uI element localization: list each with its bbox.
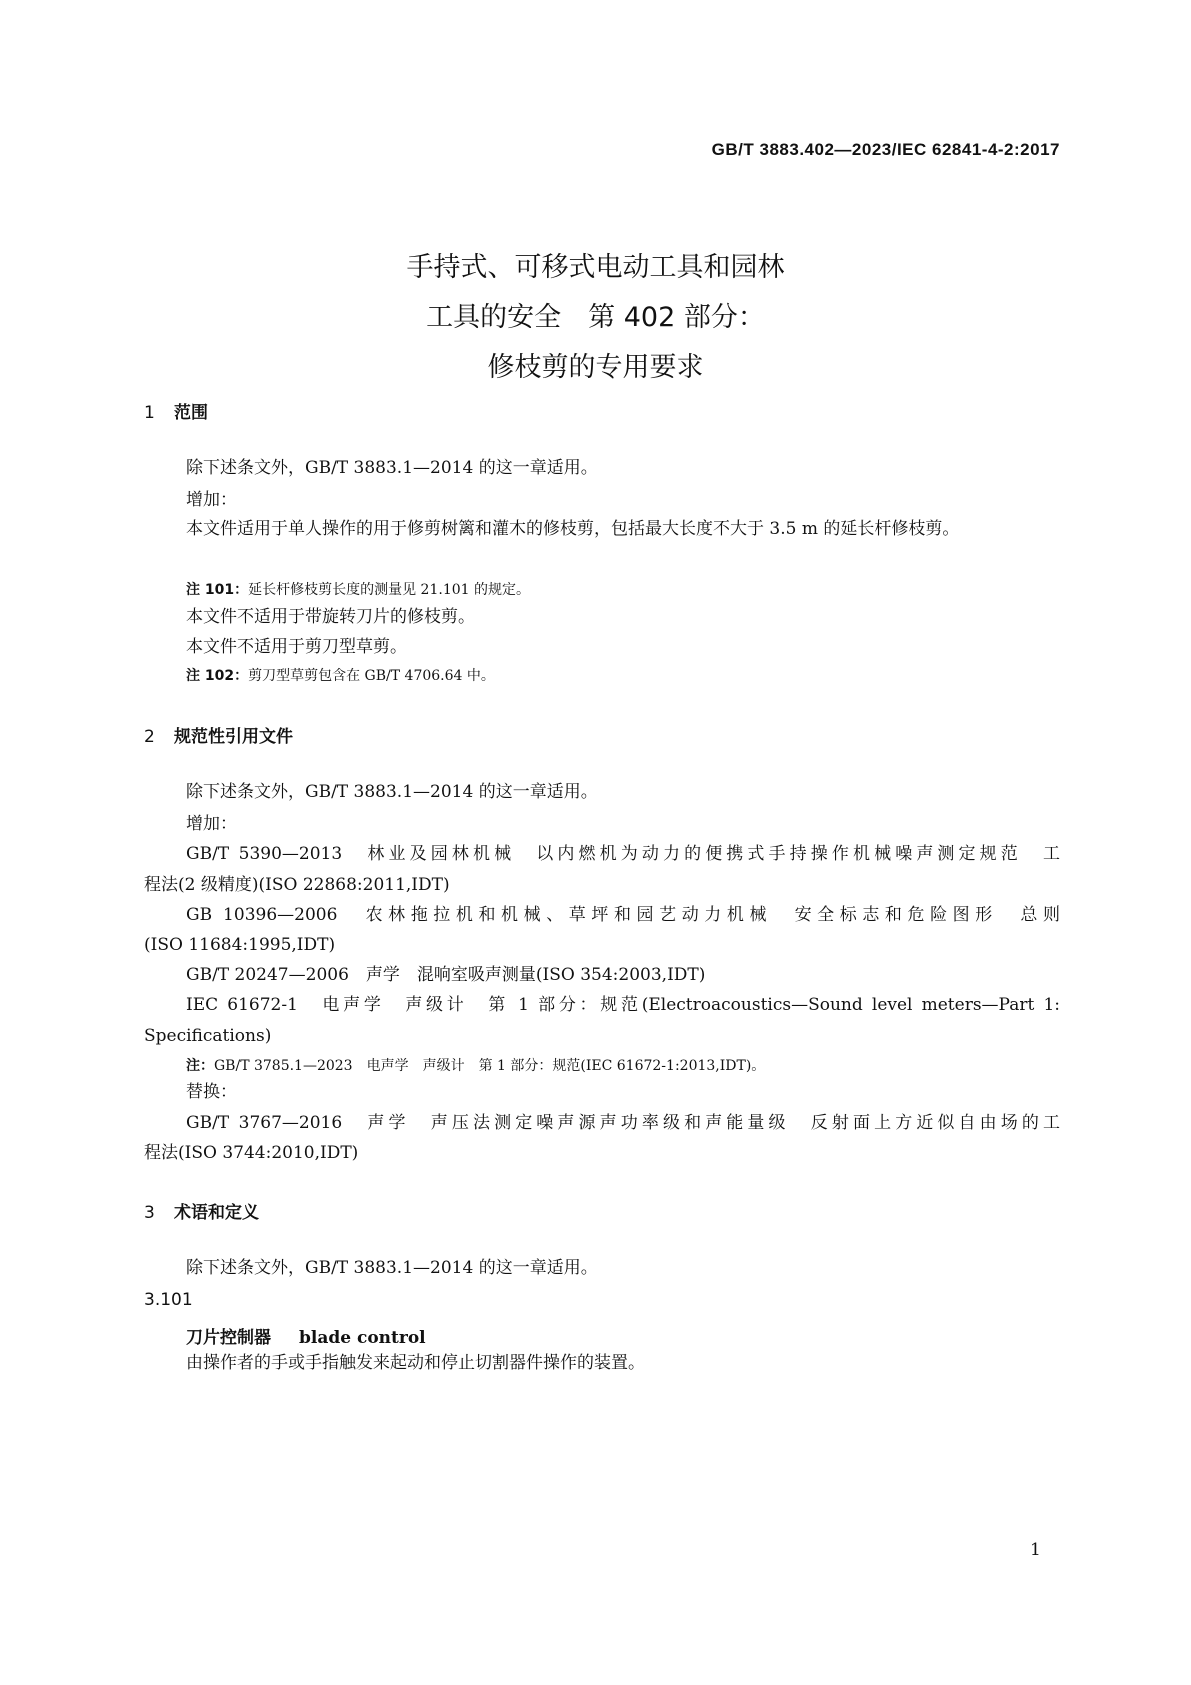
paragraph: 增加： — [186, 814, 237, 834]
title-line-1: 手持式、可移式电动工具和园林 — [406, 252, 785, 283]
standard-number: GB/T 3883.402—2023/IEC 62841-4-2:2017 — [711, 140, 1060, 159]
term-english: blade control — [299, 1328, 426, 1348]
term-number: 3.101 — [144, 1290, 193, 1310]
document-title — [0, 243, 1191, 393]
reference-entry-cont: (ISO 11684:1995,IDT) — [144, 935, 336, 955]
section-title: 术语和定义 — [174, 1203, 259, 1223]
section-title: 规范性引用文件 — [174, 727, 293, 747]
title-line-2: 工具的安全 第 402 部分： — [426, 302, 765, 333]
section-title: 范围 — [174, 403, 208, 423]
paragraph: 本文件不适用于带旋转刀片的修枝剪。 — [186, 607, 475, 627]
note — [186, 662, 1060, 690]
reference-entry-cont: Specifications) — [144, 1026, 272, 1046]
term-definition: 由操作者的手或手指触发来起动和停止切割器件操作的装置。 — [186, 1353, 645, 1373]
section-1-heading — [144, 398, 208, 423]
title-line-3: 修枝剪的专用要求 — [487, 352, 704, 383]
note-text: 延长杆修枝剪长度的测量见 21.101 的规定。 — [248, 582, 530, 598]
paragraph: 增加： — [186, 490, 237, 510]
reference-entry: GB/T 3767—2016 声学 声压法测定噪声源声功率级和声能量级 反射面上方近似自由场的工 — [186, 1113, 1060, 1133]
section-3-heading — [144, 1198, 259, 1223]
paragraph: 除下述条文外，GB/T 3883.1—2014 的这一章适用。 — [186, 458, 598, 478]
reference-entry-cont: 程法(2 级精度)(ISO 22868:2011,IDT) — [144, 875, 450, 895]
note-label: 注 102： — [186, 668, 249, 684]
note-label: 注 101： — [186, 582, 249, 598]
section-number: 3 — [144, 1203, 155, 1223]
reference-entry: IEC 61672-1 电声学 声级计 第 1 部分：规范(Electroacoustics—Sound level meters—Part 1: — [186, 995, 1060, 1015]
note — [186, 576, 1060, 604]
section-number: 1 — [144, 403, 155, 423]
term-chinese: 刀片控制器 — [186, 1328, 271, 1348]
note-text: GB/T 3785.1—2023 电声学 声级计 第 1 部分：规范(IEC 61672-1:2013,IDT)。 — [214, 1058, 766, 1074]
note-label: 注： — [186, 1058, 214, 1074]
reference-entry: GB/T 5390—2013 林业及园林机械 以内燃机为动力的便携式手持操作机械噪声测定规范 工 — [186, 844, 1060, 864]
term-entry — [186, 1323, 426, 1348]
reference-entry: GB 10396—2006 农林拖拉机和机械、草坪和园艺动力机械 安全标志和危险图形 总则 — [186, 905, 1060, 925]
reference-entry-cont: 程法(ISO 3744:2010,IDT) — [144, 1143, 359, 1163]
reference-entry: GB/T 20247—2006 声学 混响室吸声测量(ISO 354:2003,IDT) — [186, 965, 706, 985]
paragraph: 本文件适用于单人操作的用于修剪树篱和灌木的修枝剪，包括最大长度不大于 3.5 m 的延长杆修枝剪。 — [186, 519, 960, 539]
paragraph: 除下述条文外，GB/T 3883.1—2014 的这一章适用。 — [186, 782, 598, 802]
paragraph: 本文件不适用于剪刀型草剪。 — [186, 637, 407, 657]
section-number: 2 — [144, 727, 155, 747]
section-2-heading — [144, 722, 293, 747]
note-text: 剪刀型草剪包含在 GB/T 4706.64 中。 — [248, 668, 495, 684]
page-number: 1 — [1030, 1540, 1041, 1560]
paragraph: 除下述条文外，GB/T 3883.1—2014 的这一章适用。 — [186, 1258, 598, 1278]
paragraph: 替换： — [186, 1082, 237, 1102]
